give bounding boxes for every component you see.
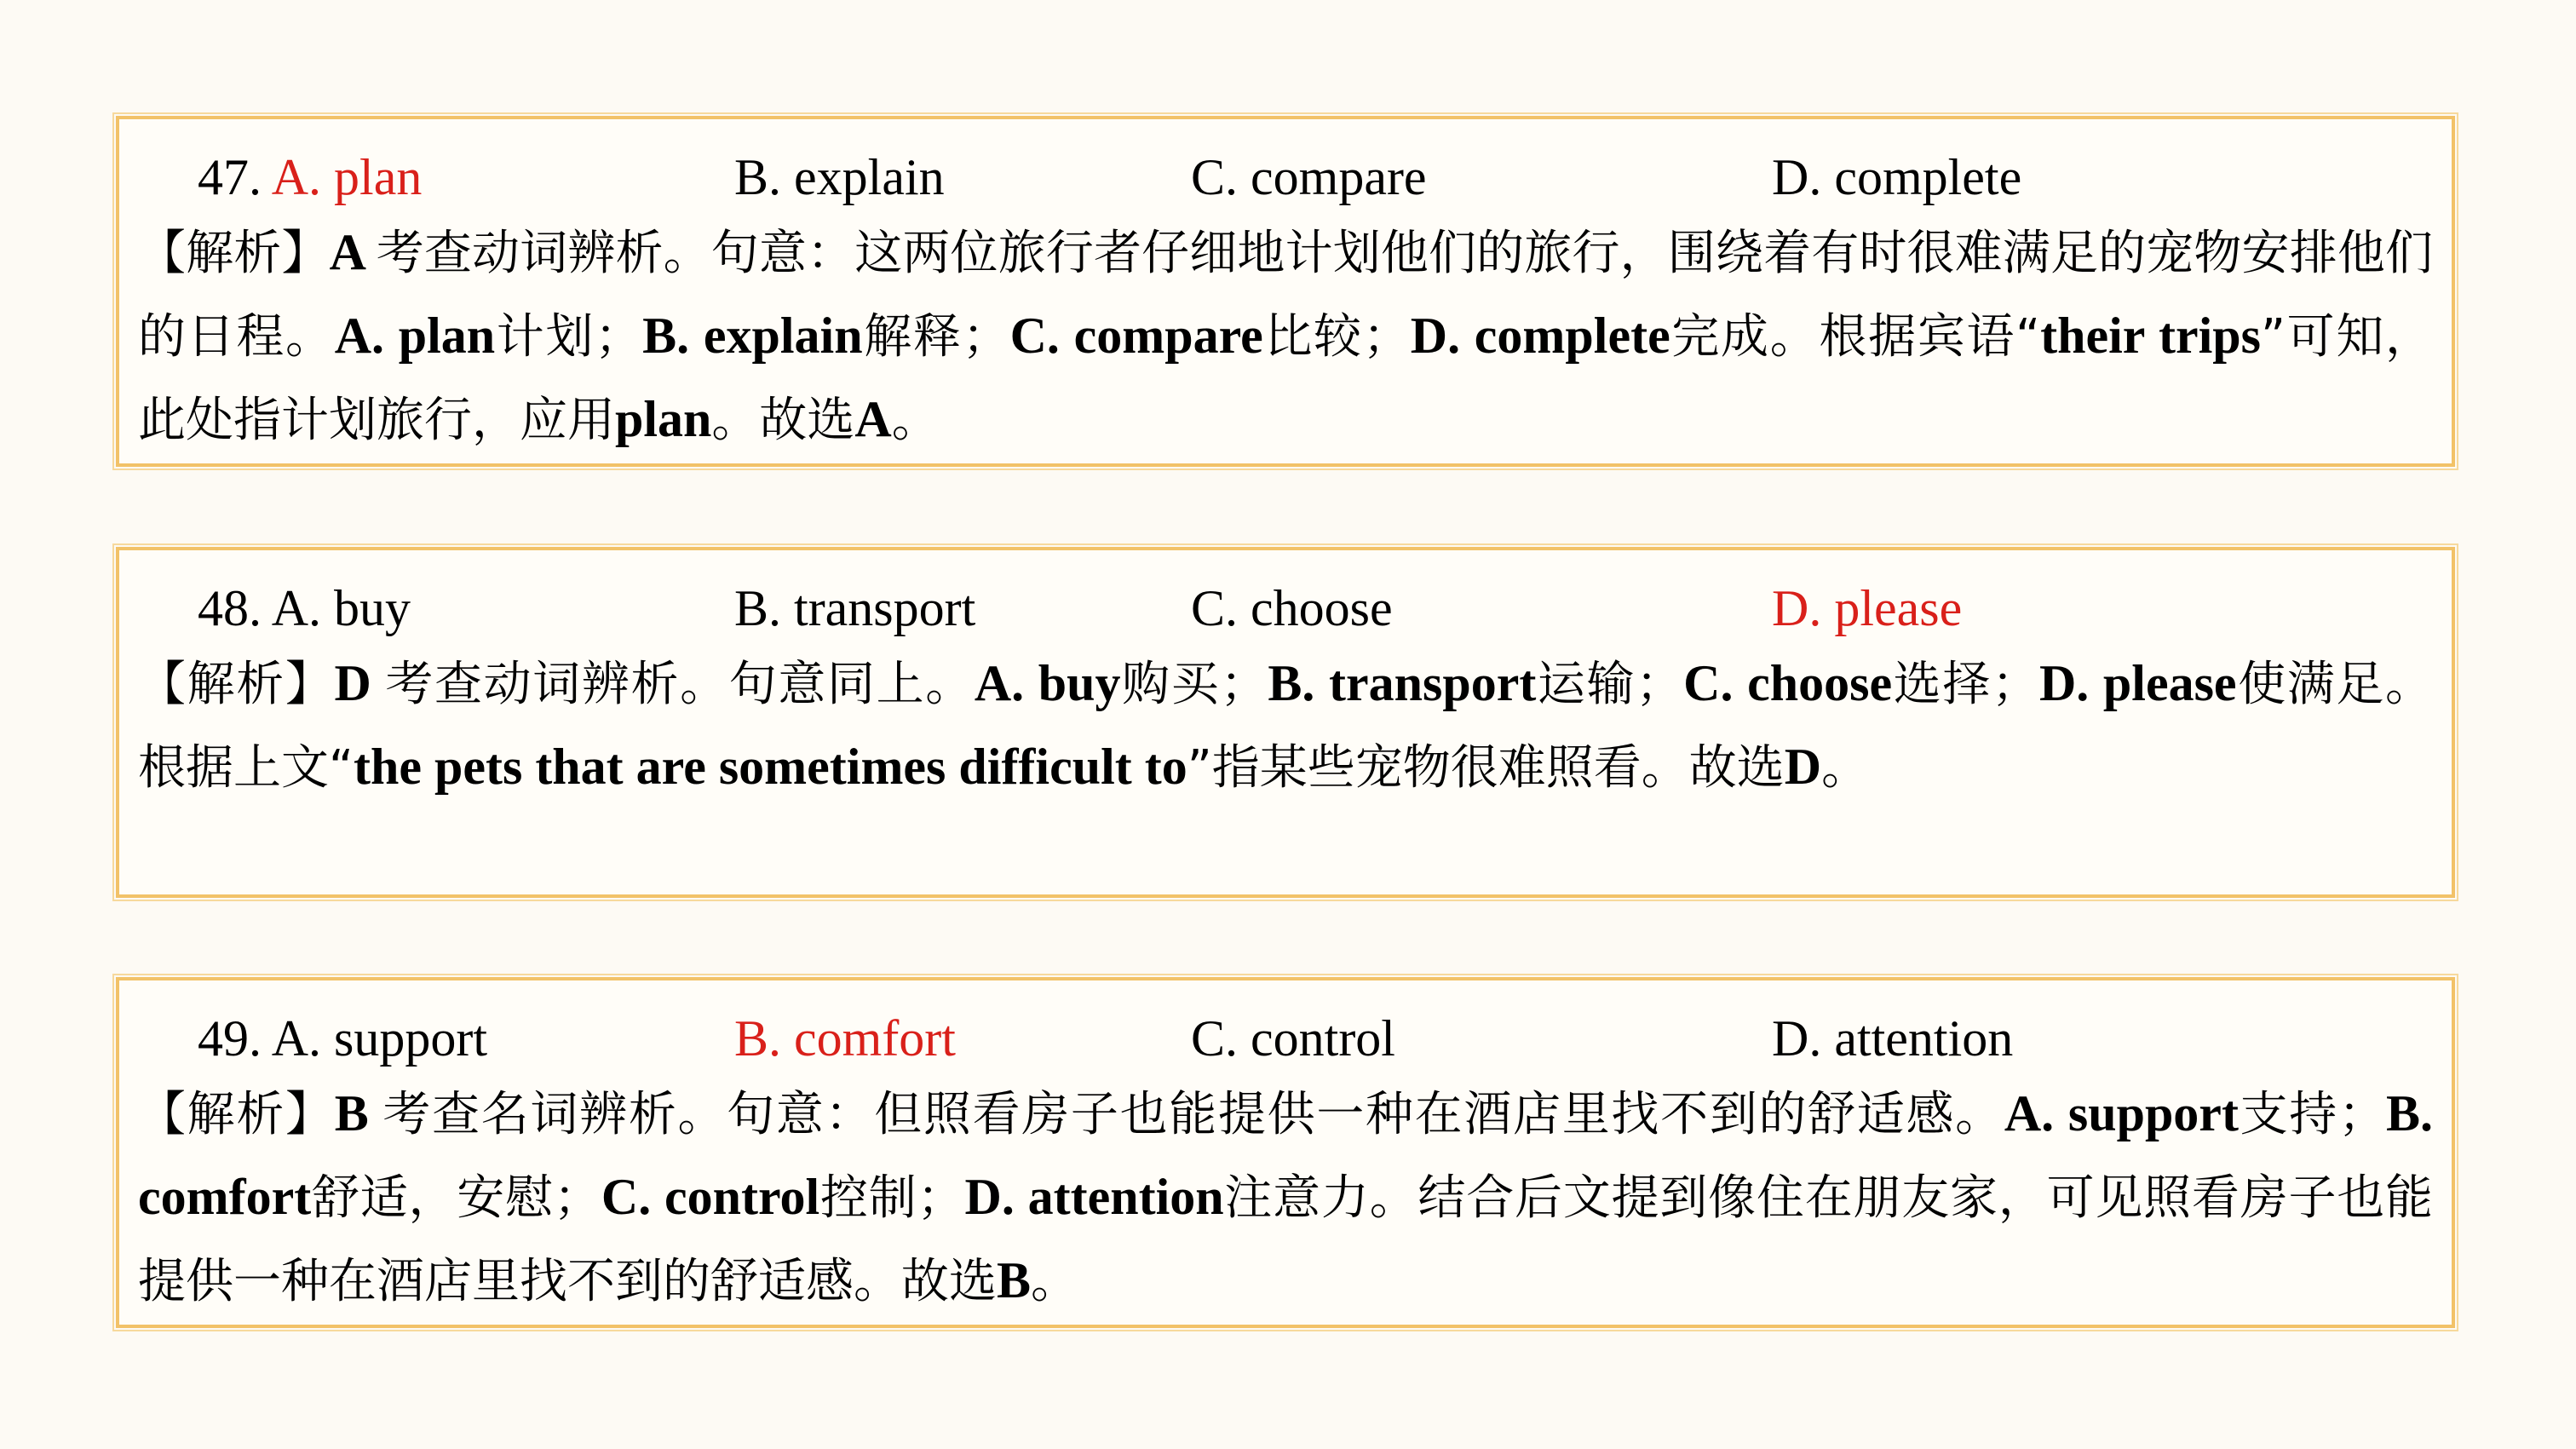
option-d: D. attention bbox=[1772, 1010, 2014, 1067]
question-box-48 bbox=[116, 547, 2455, 898]
question-number: 48. bbox=[198, 580, 262, 636]
option-b: B. comfort bbox=[734, 1010, 956, 1067]
option-a bbox=[198, 143, 422, 211]
option-b: B. transport bbox=[734, 580, 976, 636]
option-a bbox=[198, 1004, 487, 1072]
option-d: D. complete bbox=[1772, 149, 2022, 205]
option-a-text: A. buy bbox=[271, 580, 411, 636]
option-a-text: A. plan bbox=[271, 149, 423, 205]
question-number: 49. bbox=[198, 1010, 262, 1067]
question-number: 47. bbox=[198, 149, 262, 205]
options-row bbox=[119, 1004, 2452, 1072]
option-d: D. please bbox=[1772, 580, 1963, 636]
option-a-text: A. support bbox=[271, 1010, 488, 1067]
question-box-49 bbox=[116, 977, 2455, 1328]
option-c: C. compare bbox=[1191, 149, 1427, 205]
option-c: C. control bbox=[1191, 1010, 1395, 1067]
option-c: C. choose bbox=[1191, 580, 1393, 636]
options-row bbox=[119, 143, 2452, 211]
explanation-text: 【解析】D 考查动词辨析。句意同上。A. buy购买；B. transport运输；C. choose选择；D. please使满足。根据上文“the pets that are sometimes difficult to”指某些宠物很难照看。故选D。 bbox=[138, 655, 2434, 796]
options-row bbox=[119, 574, 2452, 642]
option-b: B. explain bbox=[734, 149, 945, 205]
explanation-text: 【解析】B 考查名词辨析。句意：但照看房子也能提供一种在酒店里找不到的舒适感。A. support支持；B. comfort舒适，安慰；C. control控制；D. attention注意力。结合后文提到像住在朋友家，可见照看房子也能提供一种在酒店里找不到的舒适感。故选B。 bbox=[138, 1085, 2434, 1309]
option-a bbox=[198, 574, 411, 642]
explanation-text: 【解析】A 考查动词辨析。句意：这两位旅行者仔细地计划他们的旅行，围绕着有时很难满足的宠物安排他们的日程。A. plan计划；B. explain解释；C. compare比较；D. complete完成。根据宾语“their trips”可知，此处指计划旅行，应用plan。故选A。 bbox=[138, 224, 2434, 448]
question-box-47 bbox=[116, 116, 2455, 467]
